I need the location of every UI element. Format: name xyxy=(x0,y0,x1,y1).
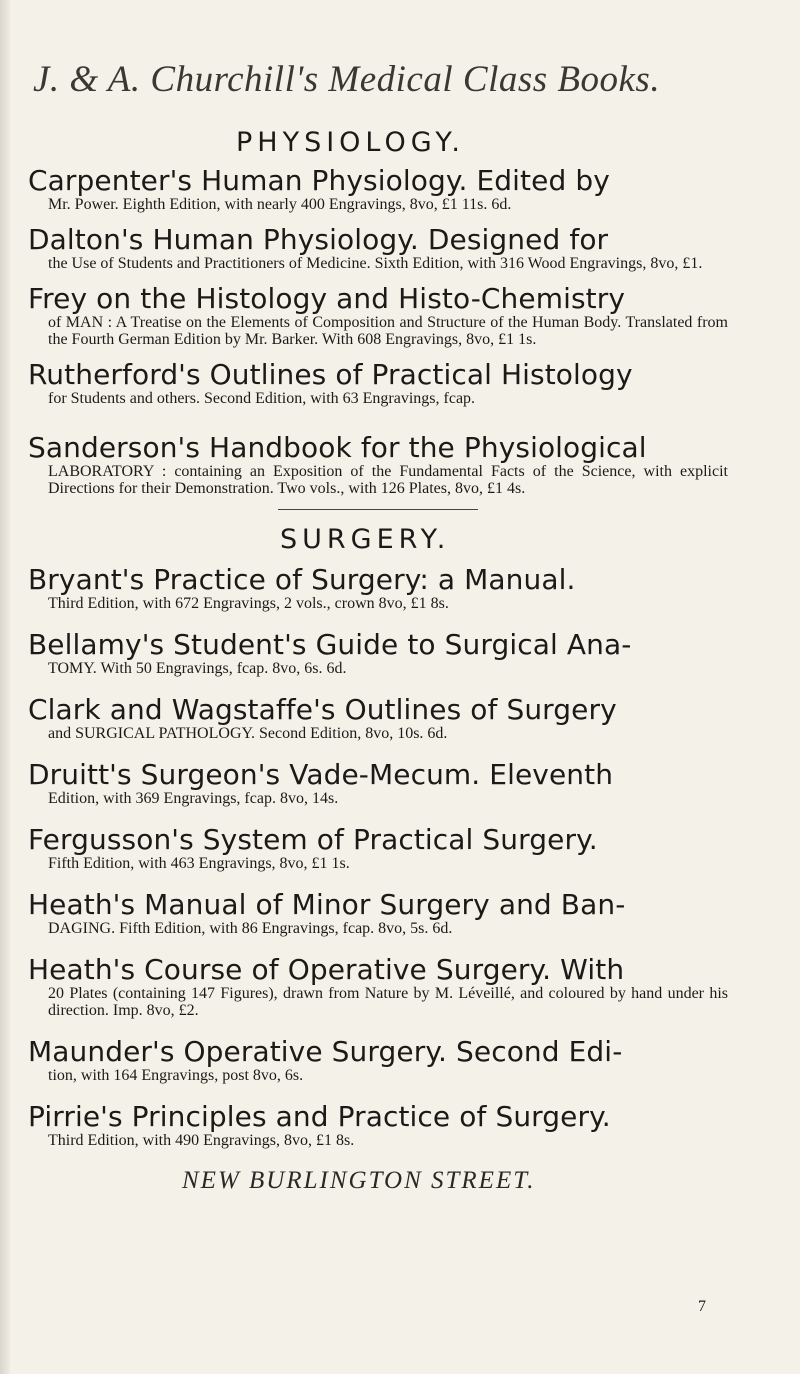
book-title: Carpenter's Human Physiology. Edited by xyxy=(28,164,610,197)
book-title: Clark and Wagstaffe's Outlines of Surgery xyxy=(28,693,617,726)
book-description: DAGING. Fifth Edition, with 86 Engravings, fcap. 8vo, 5s. 6d. xyxy=(48,920,453,937)
book-description: of MAN : A Treatise on the Elements of Composition and Structure of the Human Body. Translated from the Fourth German Edition by Mr. Barker. With 608 Engravings, 8vo, £1 1s. xyxy=(48,314,728,348)
book-description: TOMY. With 50 Engravings, fcap. 8vo, 6s. 6d. xyxy=(48,660,347,677)
book-title: Frey on the Histology and Histo-Chemistry xyxy=(28,282,626,315)
book-entry xyxy=(28,360,728,407)
book-entry xyxy=(28,1037,728,1084)
book-entry xyxy=(28,565,728,612)
book-description: Mr. Power. Eighth Edition, with nearly 400 Engravings, 8vo, £1 11s. 6d. xyxy=(48,196,512,213)
section-heading-physiology: PHYSIOLOGY. xyxy=(236,127,465,158)
book-entry xyxy=(28,1102,728,1149)
book-entry xyxy=(28,284,728,348)
book-description: 20 Plates (containing 147 Figures), drawn from Nature by M. Léveillé, and coloured by hand under his direction. Imp. 8vo, £2. xyxy=(48,985,728,1019)
book-description: Edition, with 369 Engravings, fcap. 8vo, 14s. xyxy=(48,790,339,807)
section-divider xyxy=(278,509,478,510)
running-head: J. & A. Churchill's Medical Class Books. xyxy=(33,59,661,100)
book-title: Fergusson's System of Practical Surgery. xyxy=(28,823,598,856)
book-title: Rutherford's Outlines of Practical Histology xyxy=(28,358,633,391)
book-description: Fifth Edition, with 463 Engravings, 8vo, £1 1s. xyxy=(48,855,350,872)
book-description: tion, with 164 Engravings, post 8vo, 6s. xyxy=(48,1067,304,1084)
book-title: Bryant's Practice of Surgery: a Manual. xyxy=(28,563,576,596)
book-entry xyxy=(28,630,728,677)
book-entry xyxy=(28,695,728,742)
book-title: Heath's Manual of Minor Surgery and Ban- xyxy=(28,888,626,921)
book-description: for Students and others. Second Edition, with 63 Engravings, fcap. xyxy=(48,390,476,407)
section-heading-surgery: SURGERY. xyxy=(280,524,451,555)
book-description: Third Edition, with 672 Engravings, 2 vols., crown 8vo, £1 8s. xyxy=(48,595,449,612)
page-number: 7 xyxy=(698,1298,706,1315)
book-page xyxy=(28,48,728,1195)
book-description: Third Edition, with 490 Engravings, 8vo, £1 8s. xyxy=(48,1132,355,1149)
book-entry xyxy=(28,760,728,807)
book-title: Sanderson's Handbook for the Physiological xyxy=(28,431,647,464)
book-description: and SURGICAL PATHOLOGY. Second Edition, 8vo, 10s. 6d. xyxy=(48,725,448,742)
book-entry xyxy=(28,825,728,872)
book-title: Druitt's Surgeon's Vade-Mecum. Eleventh xyxy=(28,758,614,791)
book-title: Pirrie's Principles and Practice of Surgery. xyxy=(28,1100,611,1133)
book-title: Maunder's Operative Surgery. Second Edi- xyxy=(28,1035,623,1068)
book-title: Heath's Course of Operative Surgery. With xyxy=(28,953,625,986)
book-title: Bellamy's Student's Guide to Surgical Ana- xyxy=(28,628,632,661)
book-title: Dalton's Human Physiology. Designed for xyxy=(28,223,609,256)
book-entry xyxy=(28,225,728,272)
book-entry xyxy=(28,433,728,497)
page-edge xyxy=(0,0,10,1374)
book-entry xyxy=(28,890,728,937)
book-description: LABORATORY : containing an Exposition of the Fundamental Facts of the Science, with explicit Directions for their Demonstration. Two vols., with 126 Plates, 8vo, £1 4s. xyxy=(48,463,728,497)
footer-street: NEW BURLINGTON STREET. xyxy=(182,1167,536,1194)
book-description: the Use of Students and Practitioners of Medicine. Sixth Edition, with 316 Wood Engravings, 8vo, £1. xyxy=(48,255,703,272)
book-entry xyxy=(28,166,728,213)
book-entry xyxy=(28,955,728,1019)
